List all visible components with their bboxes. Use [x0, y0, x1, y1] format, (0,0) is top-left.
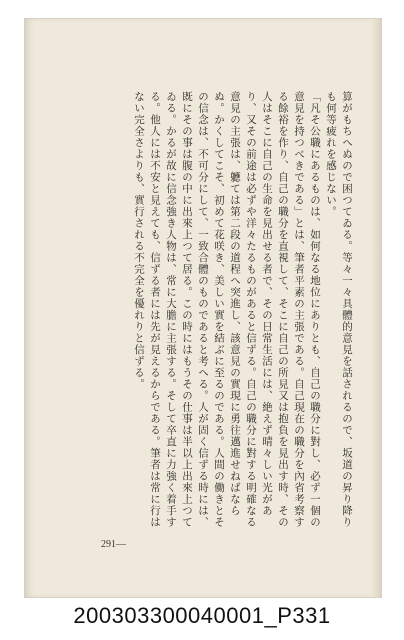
- paragraph: 「凡そ公職にあるものは、如何なる地位にありとも、自己の職分に對し、必ず一個の意見を持つべきである」とは、筆者平素の主張である。自己現在の職分を內省考察する餘裕を作り、自己の職分を直視して、そこに自己の所見又は抱負を見出す時、その人はそこに自己の生命を見出せる者で、その日常生活には、絶えず晴々しい光があり、又その前途は必ずや洋々たるものがあると信ずる。自己の職分に對する明確なる意見の主張は、軈ては第二段の道程へ突進し、該意見の實現に勇往邁進せねばならぬ。かくしてこそ、初めて花咲き、美しい實を結ぶに至るのである。人間の働きとその信念は、不可分にして、一致合體のものであると考へる。人が固く信ずる時には、既にその事は腹の中に出來上つて居る。この時にはもうその仕事は半以上出來上つてゐる。かるが故に信念強き人物は、常に大膽に主張する。そして卒直に力強く着手する。他人には不安と見えても、信ずる者には先が見えるからである。筆者は常に行はない完全さよりも、實行される不完全を優れりと信ずる。: [133, 91, 321, 528]
- vertical-text-body: [65, 91, 355, 531]
- book-page: [24, 18, 382, 598]
- page-number: 291—: [101, 539, 126, 550]
- page-edge-shading: [371, 19, 381, 597]
- image-id-caption: 200303300040001_P331: [73, 603, 331, 628]
- paragraph: 算がもちへぬので困つてゐる。等々一々具體的意見を話されるので、坂道の昇り降りも何等疲れを感じない。: [325, 91, 353, 528]
